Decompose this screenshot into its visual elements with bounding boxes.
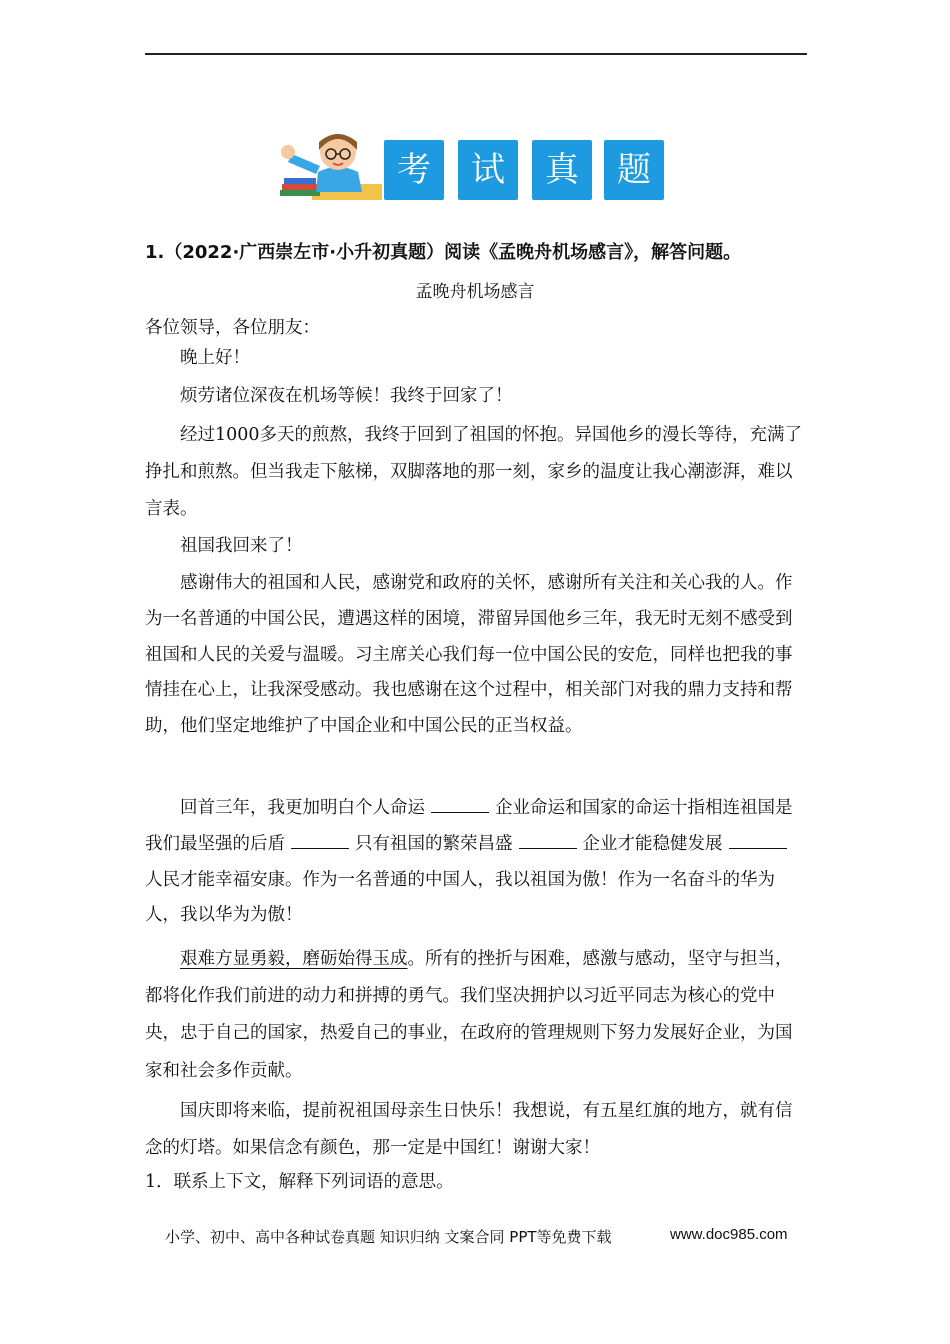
paragraph-national-day: 国庆即将来临，提前祝祖国母亲生日快乐！我想说，有五星红旗的地方，就有信念的灯塔。如果信念有颜色，那一定是中国红！谢谢大家！ — [145, 1101, 793, 1158]
paragraph-greeting: 晚上好！ — [180, 348, 250, 368]
p7-rest: 。所有的挫折与困难，感激与感动，坚守与担当，都将化作我们前进的动力和拼搏的勇气。我们坚决拥护以习近平同志为核心的党中央，忠于自己的国家，热爱自己的事业，在政府的管理规则下努力发展好企业，为国家和社会多作贡献。 — [145, 949, 793, 1081]
paragraph-gratitude: 感谢伟大的祖国和人民，感谢党和政府的关怀，感谢所有关注和关心我的人。作为一名普通的中国公民，遭遇这样的困境，滞留异国他乡三年，我无时无刻不感受到祖国和人民的关爱与温暖。习主席关心我们每一位中国公民的安危，同样也把我的事情挂在心上，让我深受感动。我也感谢在这个过程中，相关部门对我的鼎力支持和帮助，他们坚定地维护了中国企业和中国公民的正当权益。 — [145, 573, 793, 737]
paragraph-motherland: 祖国我回来了！ — [180, 536, 303, 556]
paragraph-thanks-waiting: 烦劳诸位深夜在机场等候！我终于回家了！ — [180, 386, 513, 406]
student-reading-icon — [272, 128, 384, 208]
salutation: 各位领导，各位朋友： — [145, 318, 320, 338]
sub-question: 1．联系上下文，解释下列词语的意思。 — [145, 1172, 454, 1192]
footer-promo-text: 小学、初中、高中各种试卷真题 知识归纳 文案合同 PPT等免费下载 — [165, 1228, 612, 1246]
paragraph-return: 经过1000多天的煎熬，我终于回到了祖国的怀抱。异国他乡的漫长等待，充满了挣扎和煎熬。但当我走下舷梯，双脚落地的那一刻，家乡的温度让我心潮澎湃，难以言表。 — [145, 425, 803, 519]
banner-char-kao: 考 — [384, 140, 444, 200]
p6-segment-3: 只有祖国的繁荣昌盛 — [355, 833, 513, 854]
paragraph-perseverance — [145, 941, 805, 1090]
p6-segment-4: 企业才能稳健发展 — [582, 833, 723, 854]
p6-segment-2: 企业命运和国家的命运十指相连祖国是我们最坚强的后盾 — [145, 798, 793, 854]
header-rule — [145, 53, 807, 55]
banner-char-ti: 题 — [604, 140, 664, 200]
paragraph-fill-blanks — [145, 791, 805, 934]
p6-segment-5: 人民才能幸福安康。作为一名普通的中国人，我以祖国为傲！作为一名奋斗的华为人，我以华为为傲！ — [145, 869, 775, 926]
exam-banner — [272, 128, 672, 208]
answer-blank-4[interactable] — [729, 828, 787, 849]
footer-website-link[interactable]: www.doc985.com — [670, 1226, 788, 1243]
answer-blank-1[interactable] — [431, 792, 489, 813]
question-heading: 1.（2022·广西崇左市·小升初真题）阅读《孟晚舟机场感言》，解答问题。 — [145, 242, 742, 263]
answer-blank-2[interactable] — [291, 828, 349, 849]
p6-segment-1: 回首三年，我更加明白个人命运 — [180, 798, 425, 818]
underlined-phrase: 艰难方显勇毅，磨砺始得玉成 — [180, 949, 408, 969]
answer-blank-3[interactable] — [519, 828, 577, 849]
banner-char-zhen: 真 — [532, 140, 592, 200]
banner-char-shi: 试 — [458, 140, 518, 200]
article-title: 孟晚舟机场感言 — [415, 282, 535, 302]
